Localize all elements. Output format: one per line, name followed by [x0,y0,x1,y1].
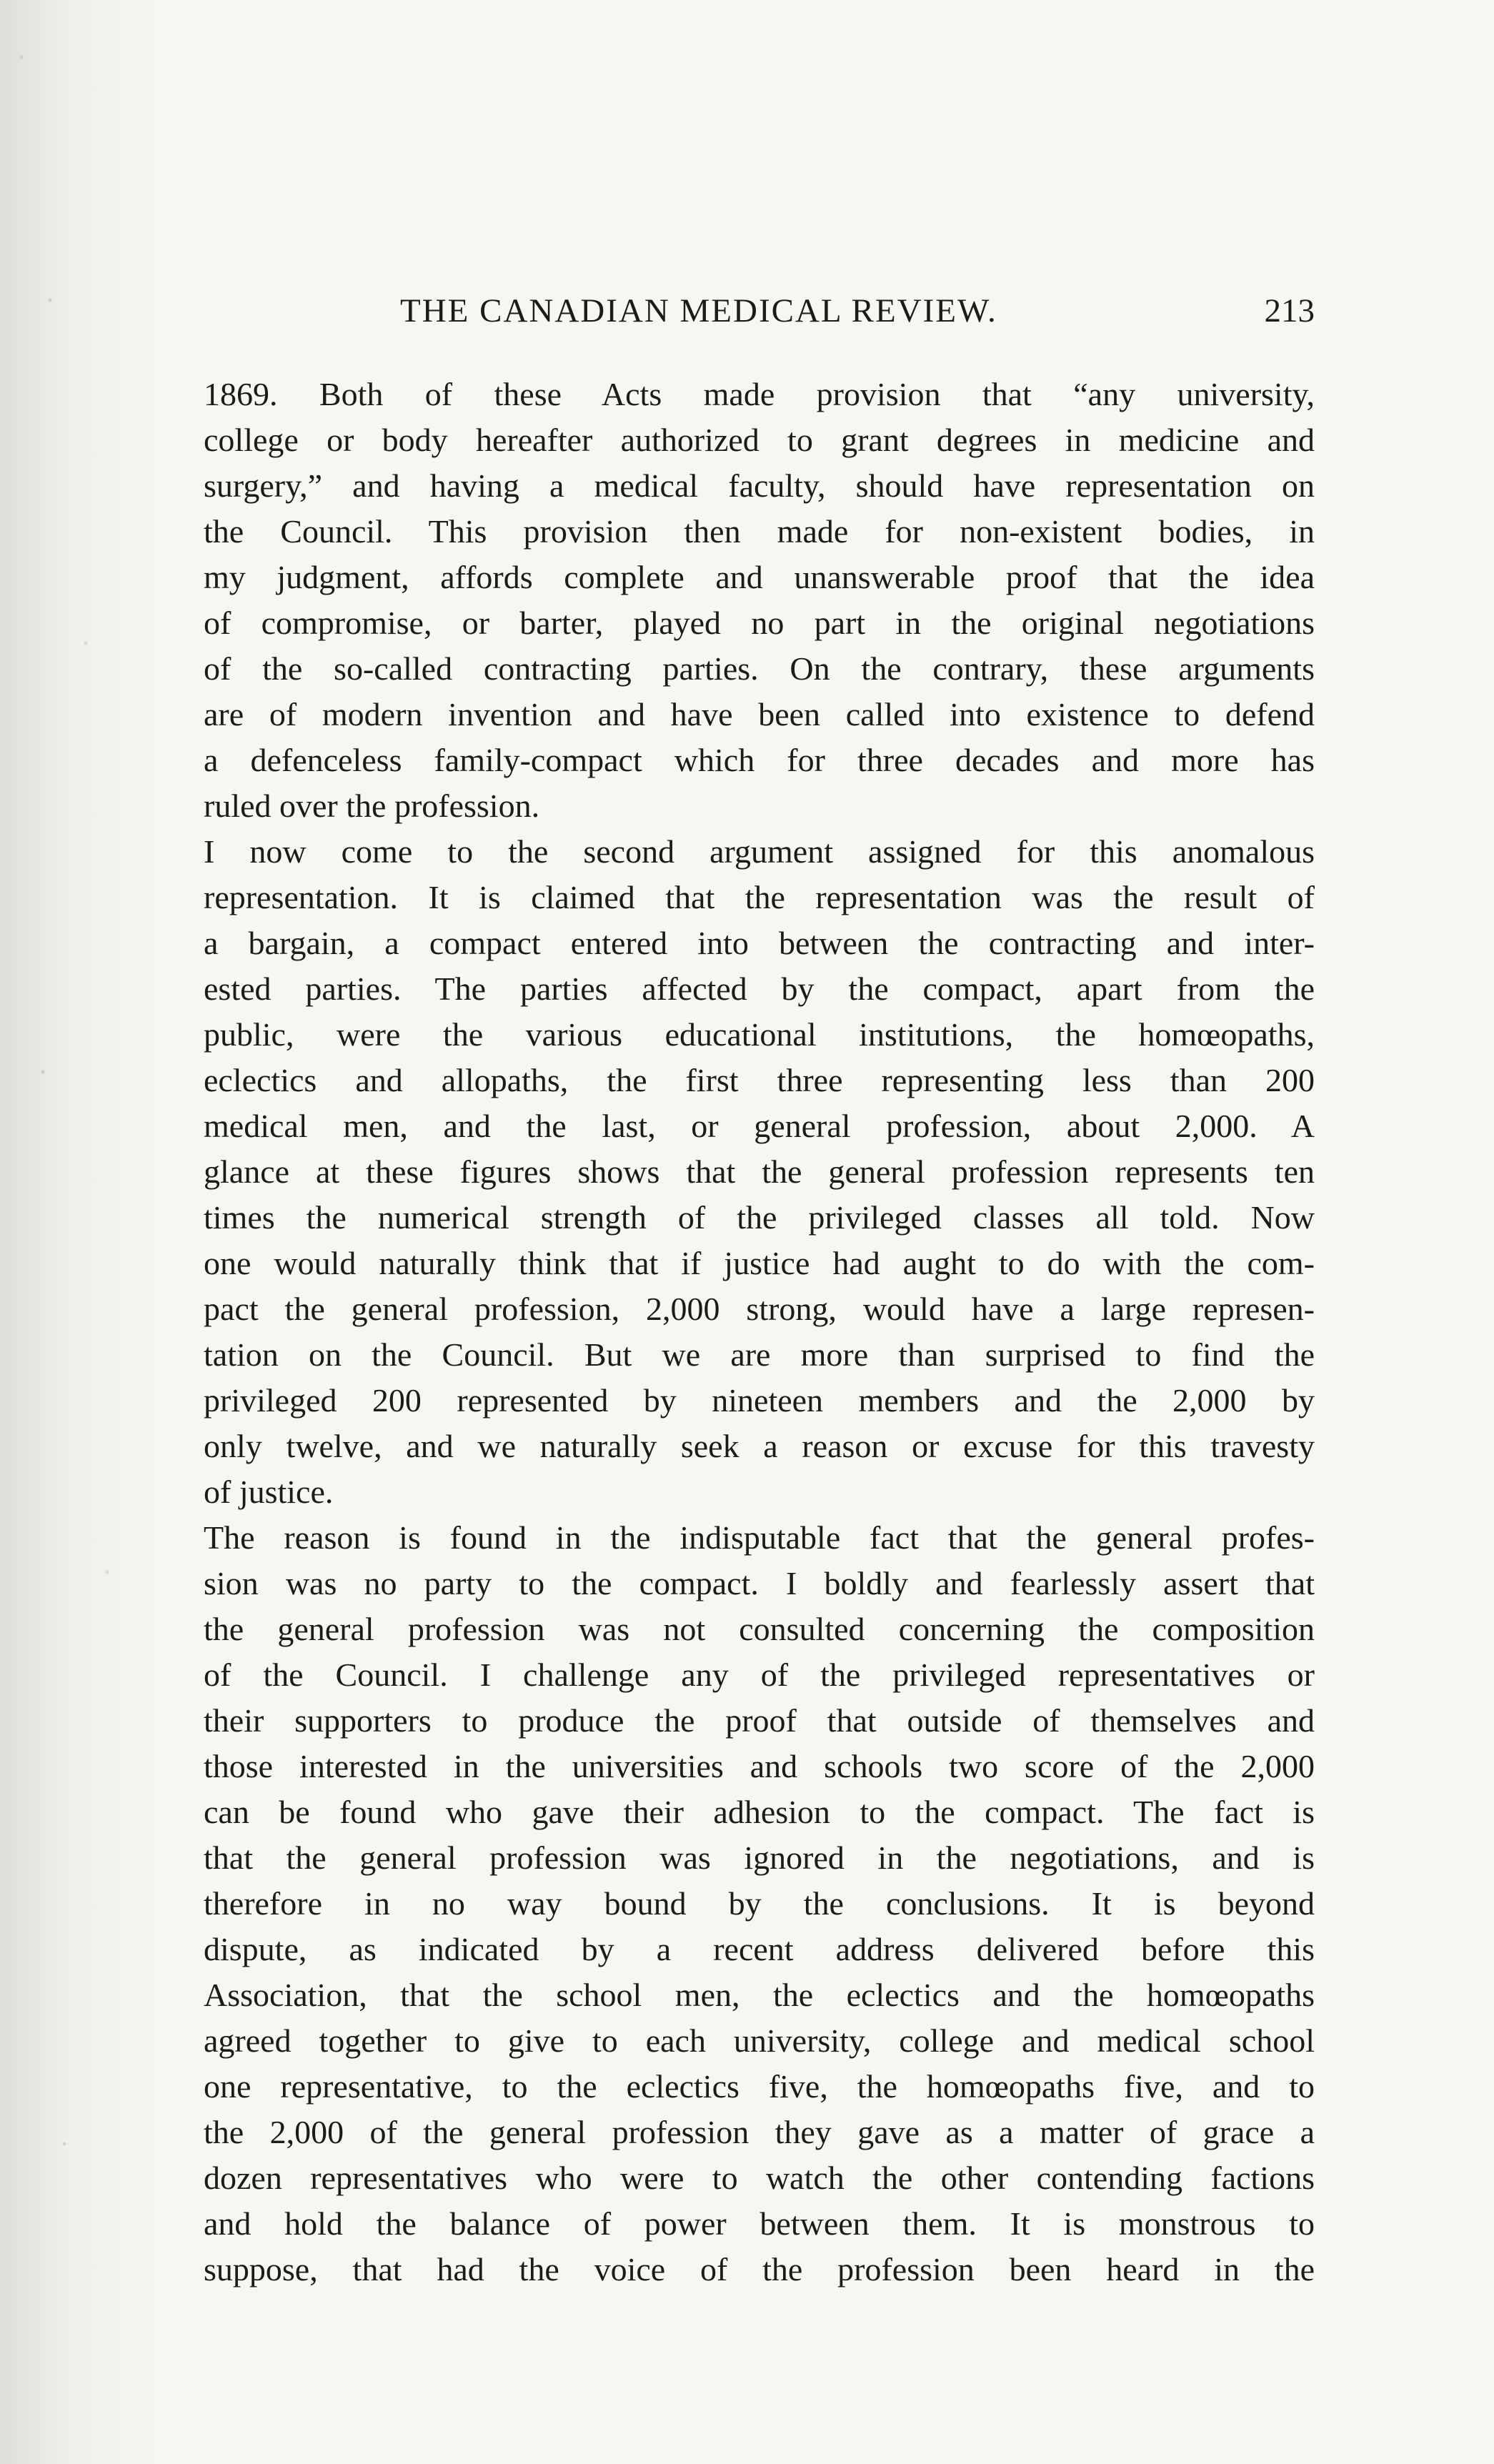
text-line: can be found who gave their adhesion to the compact. The fact is [204,1794,1315,1830]
text-line: one representative, to the eclectics five, the homœopaths five, and to [204,2068,1315,2105]
text-line: public, were the various educational institutions, the homœopaths, [204,1016,1315,1053]
text-line: my judgment, affords complete and unanswerable proof that the idea [204,559,1315,595]
text-line: agreed together to give to each university, college and medical school [204,2022,1315,2059]
text-line: The reason is found in the indisputable fact that the general profes- [204,1519,1315,1556]
text-line: the Council. This provision then made for non-existent bodies, in [204,513,1315,550]
text-line: a defenceless family-compact which for three decades and more has [204,742,1315,778]
text-line: that the general profession was ignored in the negotiations, and is [204,1839,1315,1876]
text-line: the general profession was not consulted concerning the composition [204,1611,1315,1647]
text-line: ested parties. The parties affected by the compact, apart from the [204,970,1315,1007]
text-line: those interested in the universities and schools two score of the 2,000 [204,1748,1315,1784]
text-line: Association, that the school men, the eclectics and the homœopaths [204,1977,1315,2013]
page-number: 213 [1264,292,1315,329]
text-line: eclectics and allopaths, the first three representing less than 200 [204,1062,1315,1098]
text-line: sion was no party to the compact. I boldly and fearlessly assert that [204,1565,1315,1601]
text-line: their supporters to produce the proof that outside of themselves and [204,1702,1315,1739]
text-line: a bargain, a compact entered into between the contracting and inter- [204,925,1315,961]
text-line: and hold the balance of power between them. It is monstrous to [204,2205,1315,2242]
text-line: of compromise, or barter, played no part in the original negotiations [204,605,1315,641]
text-line: of the Council. I challenge any of the privileged representatives or [204,1656,1315,1693]
text-line: dispute, as indicated by a recent address delivered before this [204,1931,1315,1967]
page-header [204,292,1315,334]
text-line: college or body hereafter authorized to grant degrees in medicine and [204,422,1315,458]
text-line: pact the general profession, 2,000 strong, would have a large represen- [204,1291,1315,1327]
text-line: one would naturally think that if justice had aught to do with the com- [204,1245,1315,1281]
text-line: the 2,000 of the general profession they gave as a matter of grace a [204,2114,1315,2150]
text-line: 1869. Both of these Acts made provision that “any university, [204,376,1315,412]
text-line: medical men, and the last, or general profession, about 2,000. A [204,1108,1315,1144]
text-line: times the numerical strength of the privileged classes all told. Now [204,1199,1315,1236]
text-line: are of modern invention and have been called into existence to defend [204,696,1315,732]
text-line: of justice. [204,1474,334,1510]
text-line: only twelve, and we naturally seek a reason or excuse for this travesty [204,1428,1315,1464]
body-text [204,372,1315,2292]
text-line: I now come to the second argument assigned for this anomalous [204,833,1315,870]
text-line: representation. It is claimed that the representation was the result of [204,879,1315,915]
text-line: surgery,” and having a medical faculty, should have representation on [204,467,1315,504]
running-title: THE CANADIAN MEDICAL REVIEW. [400,292,997,329]
text-line: of the so-called contracting parties. On the contrary, these arguments [204,650,1315,687]
text-line: dozen representatives who were to watch the other contending factions [204,2160,1315,2196]
text-line: privileged 200 represented by nineteen members and the 2,000 by [204,1382,1315,1419]
text-line: glance at these figures shows that the general profession represents ten [204,1153,1315,1190]
text-line: suppose, that had the voice of the profession been heard in the [204,2251,1315,2287]
text-line: therefore in no way bound by the conclusions. It is beyond [204,1885,1315,1922]
text-line: ruled over the profession. [204,788,540,824]
page-binding-edge [0,0,164,2464]
text-line: tation on the Council. But we are more than surprised to find the [204,1336,1315,1373]
